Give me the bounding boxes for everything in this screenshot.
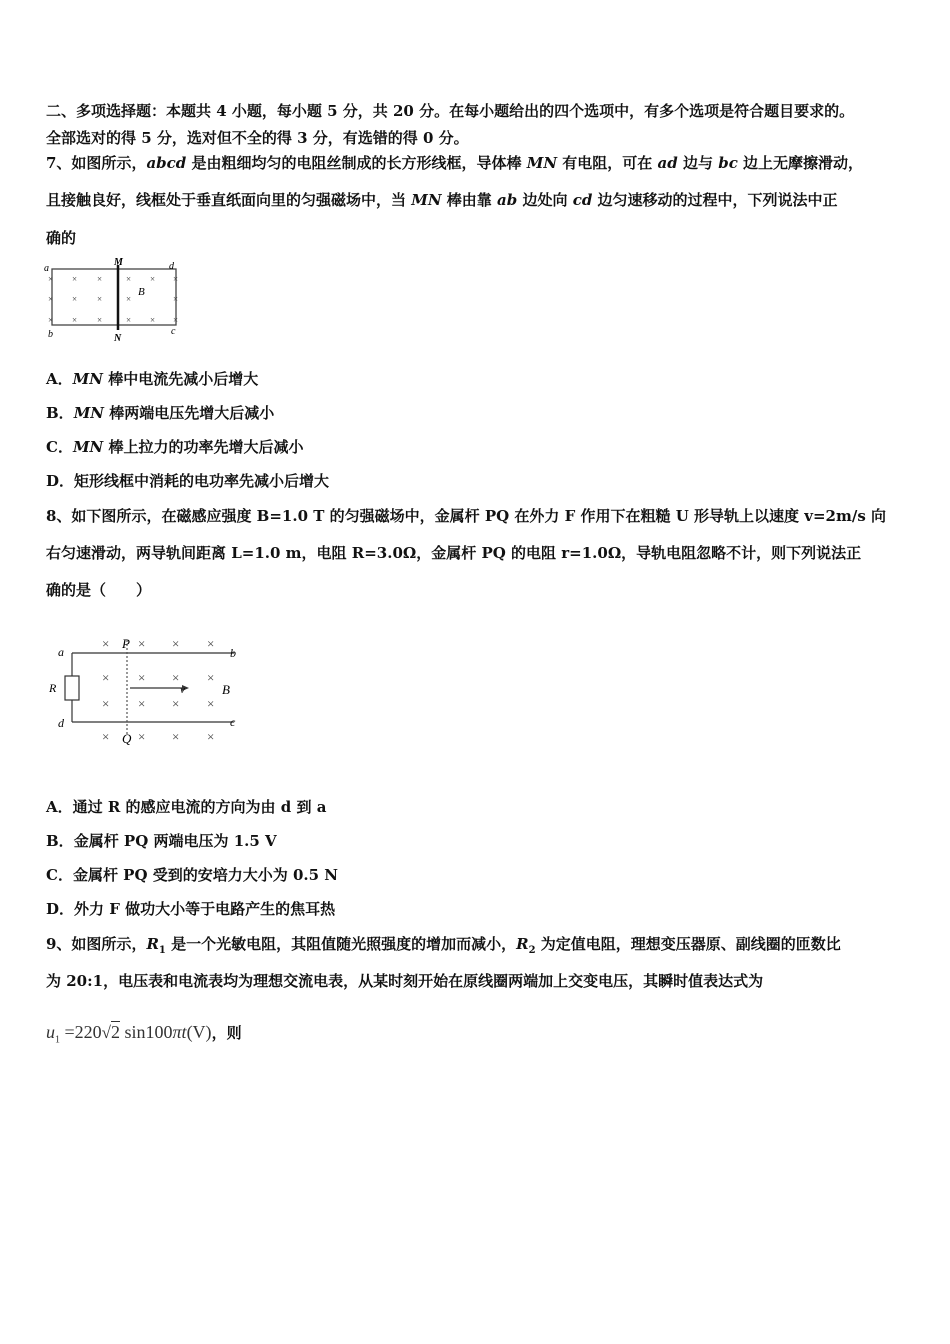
field-cross: × xyxy=(126,294,132,304)
resistor-r xyxy=(65,676,79,700)
label-v: v xyxy=(180,684,185,696)
field-cross: × xyxy=(173,274,179,284)
field-cross: × xyxy=(172,670,180,685)
field-cross: × xyxy=(126,315,132,325)
label-p: P xyxy=(122,636,130,651)
field-cross: × xyxy=(97,315,103,325)
q7-option-c[interactable]: C．MN 棒上拉力的功率先增大后减小 xyxy=(46,438,304,456)
field-cross: × xyxy=(207,729,215,744)
q7-option-b[interactable]: B．MN 棒两端电压先增大后减小 xyxy=(46,404,275,422)
field-cross: × xyxy=(138,696,146,711)
field-cross: × xyxy=(97,294,103,304)
field-cross: × xyxy=(102,670,110,685)
label-b-field: B xyxy=(222,682,230,697)
q7-option-d[interactable]: D．矩形线框中消耗的电功率先减小后增大 xyxy=(46,472,330,490)
q8-option-c[interactable]: C．金属杆 PQ 受到的安培力大小为 0.5 N xyxy=(46,866,338,884)
field-cross: × xyxy=(102,636,110,651)
field-cross: × xyxy=(102,696,110,711)
field-cross: × xyxy=(150,315,156,325)
label-d: d xyxy=(58,716,64,730)
q8-option-a[interactable]: A．通过 R 的感应电流的方向为由 d 到 a xyxy=(46,798,327,816)
label-b-field: B xyxy=(138,286,145,298)
label-c: c xyxy=(171,326,176,337)
field-cross: × xyxy=(48,315,54,325)
field-cross: × xyxy=(173,294,179,304)
label-b: b xyxy=(230,646,236,660)
q7-option-a[interactable]: A．MN 棒中电流先减小后增大 xyxy=(46,370,259,388)
q8-option-d[interactable]: D．外力 F 做功大小等于电路产生的焦耳热 xyxy=(46,900,336,918)
field-cross: × xyxy=(126,274,132,284)
q8-option-b[interactable]: B．金属杆 PQ 两端电压为 1.5 V xyxy=(46,832,277,850)
label-c: c xyxy=(230,715,236,729)
section-title-line-1: 二、多项选择题：本题共 4 小题，每小题 5 分，共 20 分。在每小题给出的四个选项中，有多个选项是符合题目要求的。 xyxy=(46,102,855,120)
section-title-line-2: 全部选对的得 5 分，选对但不全的得 3 分，有选错的得 0 分。 xyxy=(46,129,469,147)
field-cross: × xyxy=(150,274,156,284)
field-cross: × xyxy=(72,294,78,304)
q9-voltage-formula: $u_1 =220√2$ sin100πt(V)，则 xyxy=(46,1022,242,1046)
field-cross: × xyxy=(207,636,215,651)
label-r: R xyxy=(49,681,57,695)
q7-stem-line-3: 确的 xyxy=(46,229,77,247)
field-cross: × xyxy=(138,729,146,744)
field-cross: × xyxy=(172,696,180,711)
label-a: a xyxy=(44,263,49,274)
field-cross: × xyxy=(48,274,54,284)
field-cross: × xyxy=(102,729,110,744)
q7-stem-line-1: 7、如图所示，abcd 是由粗细均匀的电阻丝制成的长方形线框，导体棒 MN 有电阻，可在 ad 边与 bc 边上无摩擦滑动， xyxy=(46,154,864,172)
label-n: N xyxy=(114,333,122,344)
field-cross: × xyxy=(72,274,78,284)
field-cross: × xyxy=(207,670,215,685)
q8-circuit-figure xyxy=(44,630,249,755)
field-cross: × xyxy=(97,274,103,284)
q8-stem-line-2: 右匀速滑动，两导轨间距离 L=1.0 m，电阻 R=3.0Ω，金属杆 PQ 的电阻 r=1.0Ω，导轨电阻忽略不计，则下列说法正 xyxy=(46,544,862,562)
label-b: b xyxy=(48,329,53,340)
label-q: Q xyxy=(122,731,132,746)
field-cross: × xyxy=(173,315,179,325)
label-m: M xyxy=(114,257,123,268)
q9-stem-line-2: 为 20:1，电压表和电流表均为理想交流电表，从某时刻开始在原线圈两端加上交变电压，其瞬时值表达式为 xyxy=(46,972,764,990)
q8-stem-line-1: 8、如下图所示，在磁感应强度 B=1.0 T 的匀强磁场中，金属杆 PQ 在外力 F 作用下在粗糙 U 形导轨上以速度 v=2m/s 向 xyxy=(46,507,886,525)
field-cross: × xyxy=(72,315,78,325)
field-cross: × xyxy=(172,636,180,651)
field-cross: × xyxy=(48,294,54,304)
q8-stem-line-3: 确的是（ ） xyxy=(46,581,152,599)
field-cross: × xyxy=(138,670,146,685)
q7-circuit-figure xyxy=(42,255,192,345)
field-cross: × xyxy=(172,729,180,744)
rectangular-frame xyxy=(52,269,179,325)
q7-stem-line-2: 且接触良好，线框处于垂直纸面向里的匀强磁场中，当 MN 棒由靠 ab 边处向 cd 边匀速移动的过程中，下列说法中正 xyxy=(46,191,838,209)
label-a: a xyxy=(58,645,64,659)
label-d: d xyxy=(169,261,174,272)
field-cross: × xyxy=(138,636,146,651)
q9-stem-line-1: 9、如图所示，$R_1$ 是一个光敏电阻，其阻值随光照强度的增加而减小，$R_2$ 为定值电阻，理想变压器原、副线圈的匝数比 xyxy=(46,935,841,956)
field-cross: × xyxy=(207,696,215,711)
